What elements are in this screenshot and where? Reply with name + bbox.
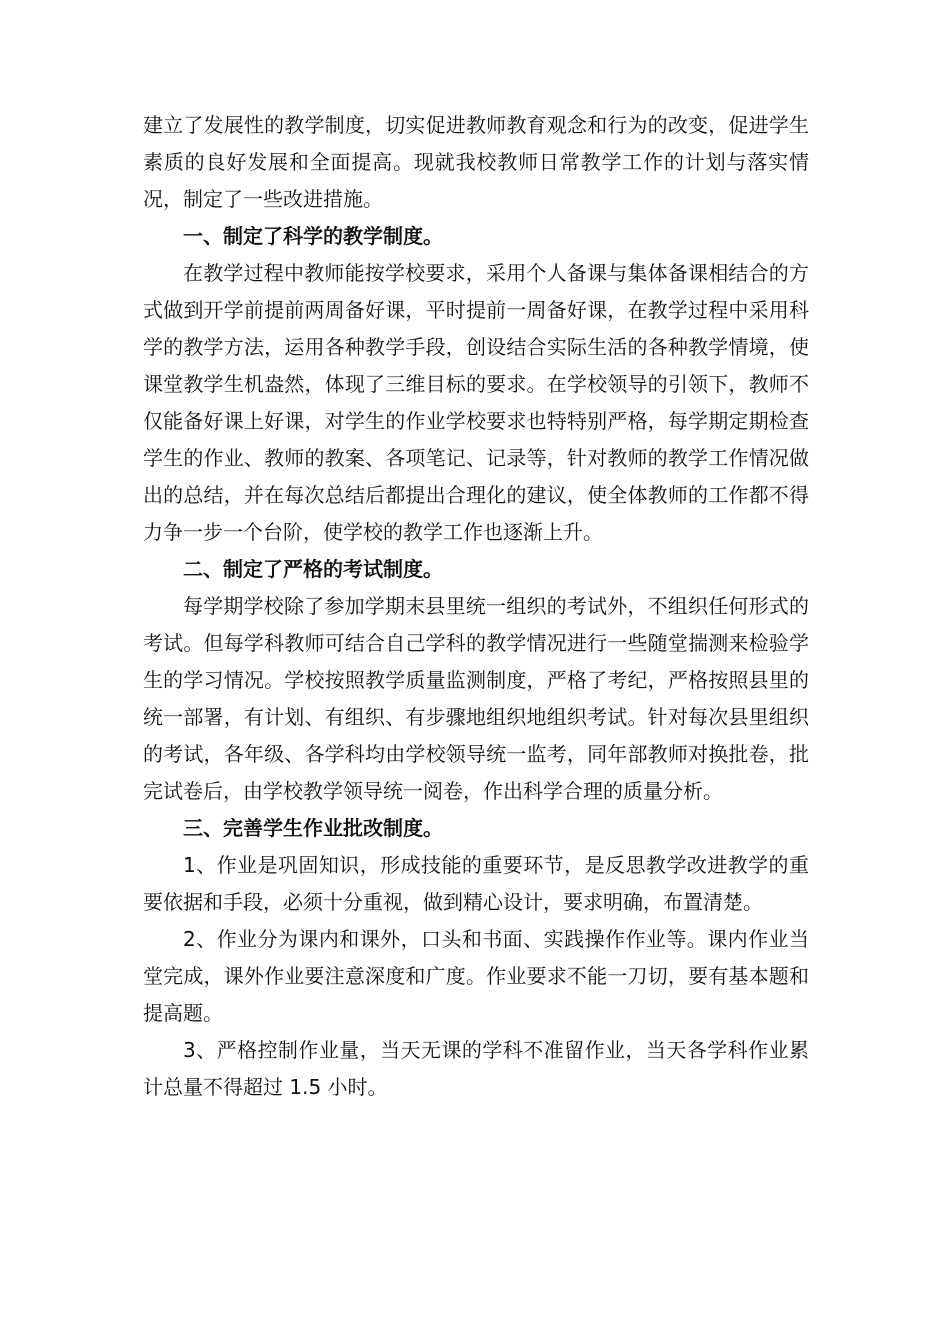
- section-3-item-3: 3、严格控制作业量，当天无课的学科不准留作业，当天各学科作业累计总量不得超过 1.5 小时。: [143, 1038, 809, 1099]
- section-heading-1: 一、制定了科学的教学制度。: [183, 224, 443, 248]
- section-heading-2: 二、制定了严格的考试制度。: [183, 557, 443, 581]
- section-1-paragraph: 在教学过程中教师能按学校要求，采用个人备课与集体备课相结合的方式做到开学前提前两周备好课，平时提前一周备好课，在教学过程中采用科学的教学方法，运用各种教学手段，创设结合实际生活的各种教学情境，使课堂教学生机盎然，体现了三维目标的要求。在学校领导的引领下，教师不仅能备好课上好课，对学生的作业学校要求也特特别严格，每学期定期检查学生的作业、教师的教案、各项笔记、记录等，针对教师的教学工作情况做出的总结，并在每次总结后都提出合理化的建议，使全体教师的工作都不得力争一步一个台阶，使学校的教学工作也逐渐上升。: [143, 261, 809, 544]
- section-heading-3: 三、完善学生作业批改制度。: [183, 816, 443, 840]
- section-2-paragraph: 每学期学校除了参加学期末县里统一组织的考试外，不组织任何形式的考试。但每学科教师可结合自己学科的教学情况进行一些随堂揣测来检验学生的学习情况。学校按照教学质量监测制度，严格了考纪，严格按照县里的统一部署，有计划、有组织、有步骤地组织地组织考试。针对每次县里组织的考试，各年级、各学科均由学校领导统一监考，同年部教师对换批卷，批完试卷后，由学校教学领导统一阅卷，作出科学合理的质量分析。: [143, 594, 809, 803]
- section-3-item-1: 1、作业是巩固知识，形成技能的重要环节，是反思教学改进教学的重要依据和手段，必须十分重视，做到精心设计，要求明确，布置清楚。: [143, 853, 809, 914]
- section-3-item-2: 2、作业分为课内和课外，口头和书面、实践操作作业等。课内作业当堂完成，课外作业要注意深度和广度。作业要求不能一刀切，要有基本题和提高题。: [143, 927, 809, 1025]
- intro-paragraph: 建立了发展性的教学制度，切实促进教师教育观念和行为的改变，促进学生素质的良好发展和全面提高。现就我校教师日常教学工作的计划与落实情况，制定了一些改进措施。: [143, 113, 809, 211]
- document-body: [143, 107, 809, 1106]
